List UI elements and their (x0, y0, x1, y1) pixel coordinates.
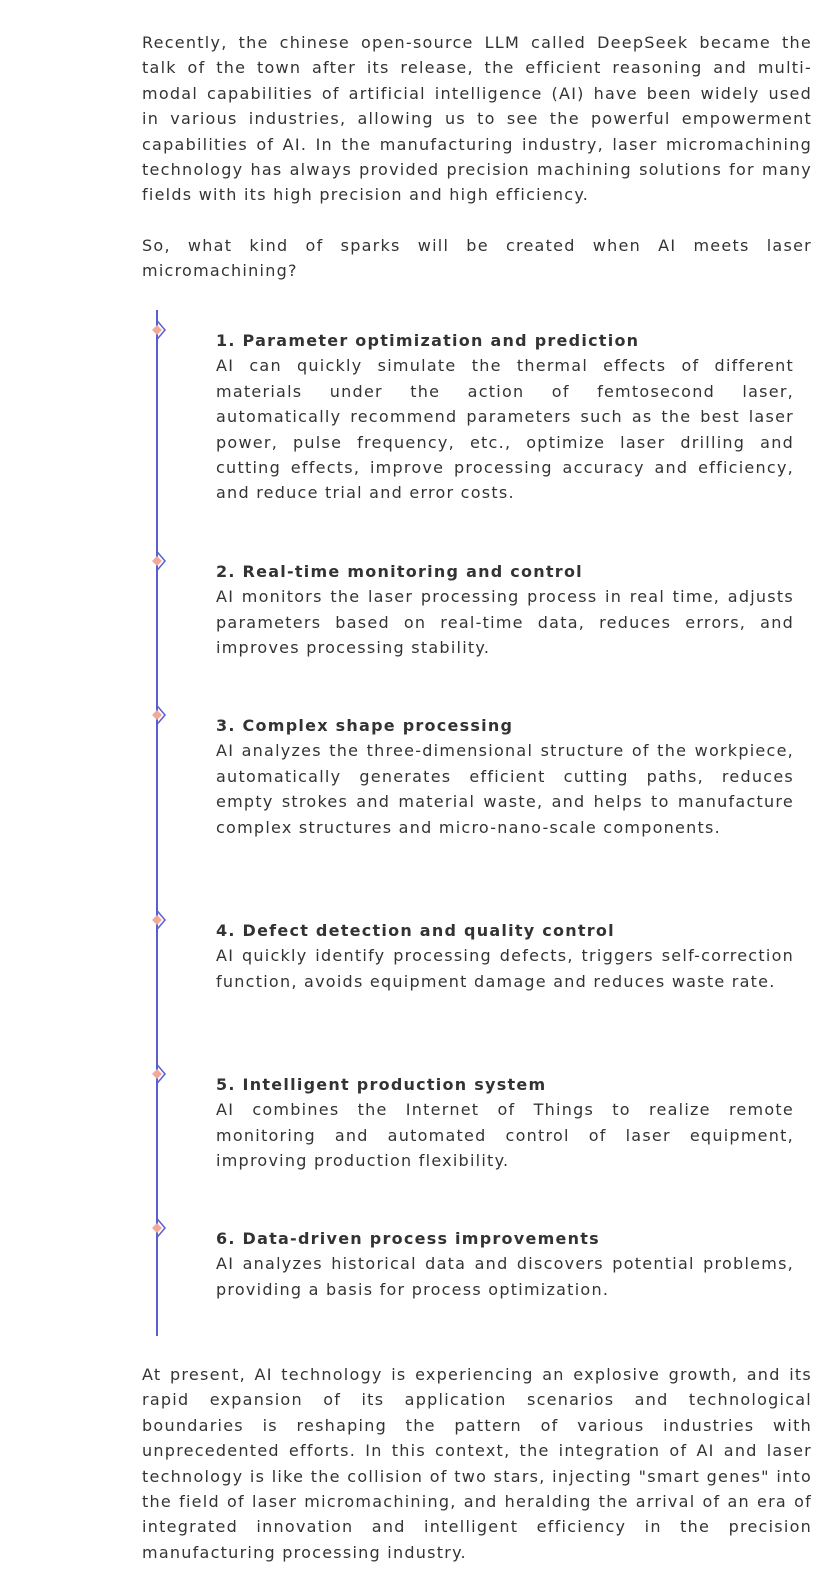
timeline-diamond-icon (149, 910, 167, 930)
outro-paragraph: At present, AI technology is experiencing an explosive growth, and its rapid expansion of its application scenarios and technological boundaries is reshaping the pattern of various industries with unprecedented efforts. In this context, the integration of AI and laser technology is like the collision of two stars, injecting "smart genes" into the field of laser micromachining, and heralding the arrival of an era of integrated innovation and intelligent efficiency in the precision manufacturing processing industry. (142, 1365, 812, 1562)
timeline-line (156, 310, 158, 1336)
timeline-item-title: 4. Defect detection and quality control (216, 921, 615, 940)
timeline-item (216, 1226, 794, 1302)
timeline-diamond-icon (149, 320, 167, 340)
timeline-item-title: 2. Real-time monitoring and control (216, 562, 583, 581)
timeline-item-title: 1. Parameter optimization and prediction (216, 331, 640, 350)
intro-paragraph: Recently, the chinese open-source LLM called DeepSeek became the talk of the town after its release, the efficient reasoning and multi-modal capabilities of artificial intelligence (AI) have been widely used in various industries, allowing us to see the powerful empowerment capabilities of AI. In the manufacturing industry, laser micromachining technology has always provided precision machining solutions for many fields with its high precision and high efficiency. (142, 33, 812, 205)
intro-question: So, what kind of sparks will be created when AI meets laser micromachining? (142, 236, 812, 281)
timeline-item (216, 559, 794, 661)
timeline-item (216, 713, 794, 840)
timeline-diamond-icon (149, 1064, 167, 1084)
timeline-diamond-icon (149, 1218, 167, 1238)
timeline-item-body: AI combines the Internet of Things to realize remote monitoring and automated control of laser equipment, improving production flexibility. (216, 1100, 794, 1171)
timeline-item-title: 5. Intelligent production system (216, 1075, 547, 1094)
timeline-item (216, 328, 794, 506)
timeline-diamond-icon (149, 551, 167, 571)
timeline-item (216, 1072, 794, 1174)
timeline-item (216, 918, 794, 994)
timeline-item-body: AI analyzes historical data and discovers potential problems, providing a basis for process optimization. (216, 1254, 794, 1299)
timeline-item-title: 6. Data-driven process improvements (216, 1229, 600, 1248)
timeline-item-body: AI analyzes the three-dimensional structure of the workpiece, automatically generates efficient cutting paths, reduces empty strokes and material waste, and helps to manufacture complex structures and micro-nano-scale components. (216, 741, 794, 837)
timeline-diamond-icon (149, 705, 167, 725)
timeline-item-body: AI monitors the laser processing process in real time, adjusts parameters based on real-time data, reduces errors, and improves processing stability. (216, 587, 794, 658)
timeline-item-body: AI quickly identify processing defects, triggers self-correction function, avoids equipment damage and reduces waste rate. (216, 946, 794, 991)
timeline-item-title: 3. Complex shape processing (216, 716, 514, 735)
timeline-item-body: AI can quickly simulate the thermal effects of different materials under the action of femtosecond laser, automatically recommend parameters such as the best laser power, pulse frequency, etc., optimize laser drilling and cutting effects, improve processing accuracy and efficiency, and reduce trial and error costs. (216, 356, 794, 503)
